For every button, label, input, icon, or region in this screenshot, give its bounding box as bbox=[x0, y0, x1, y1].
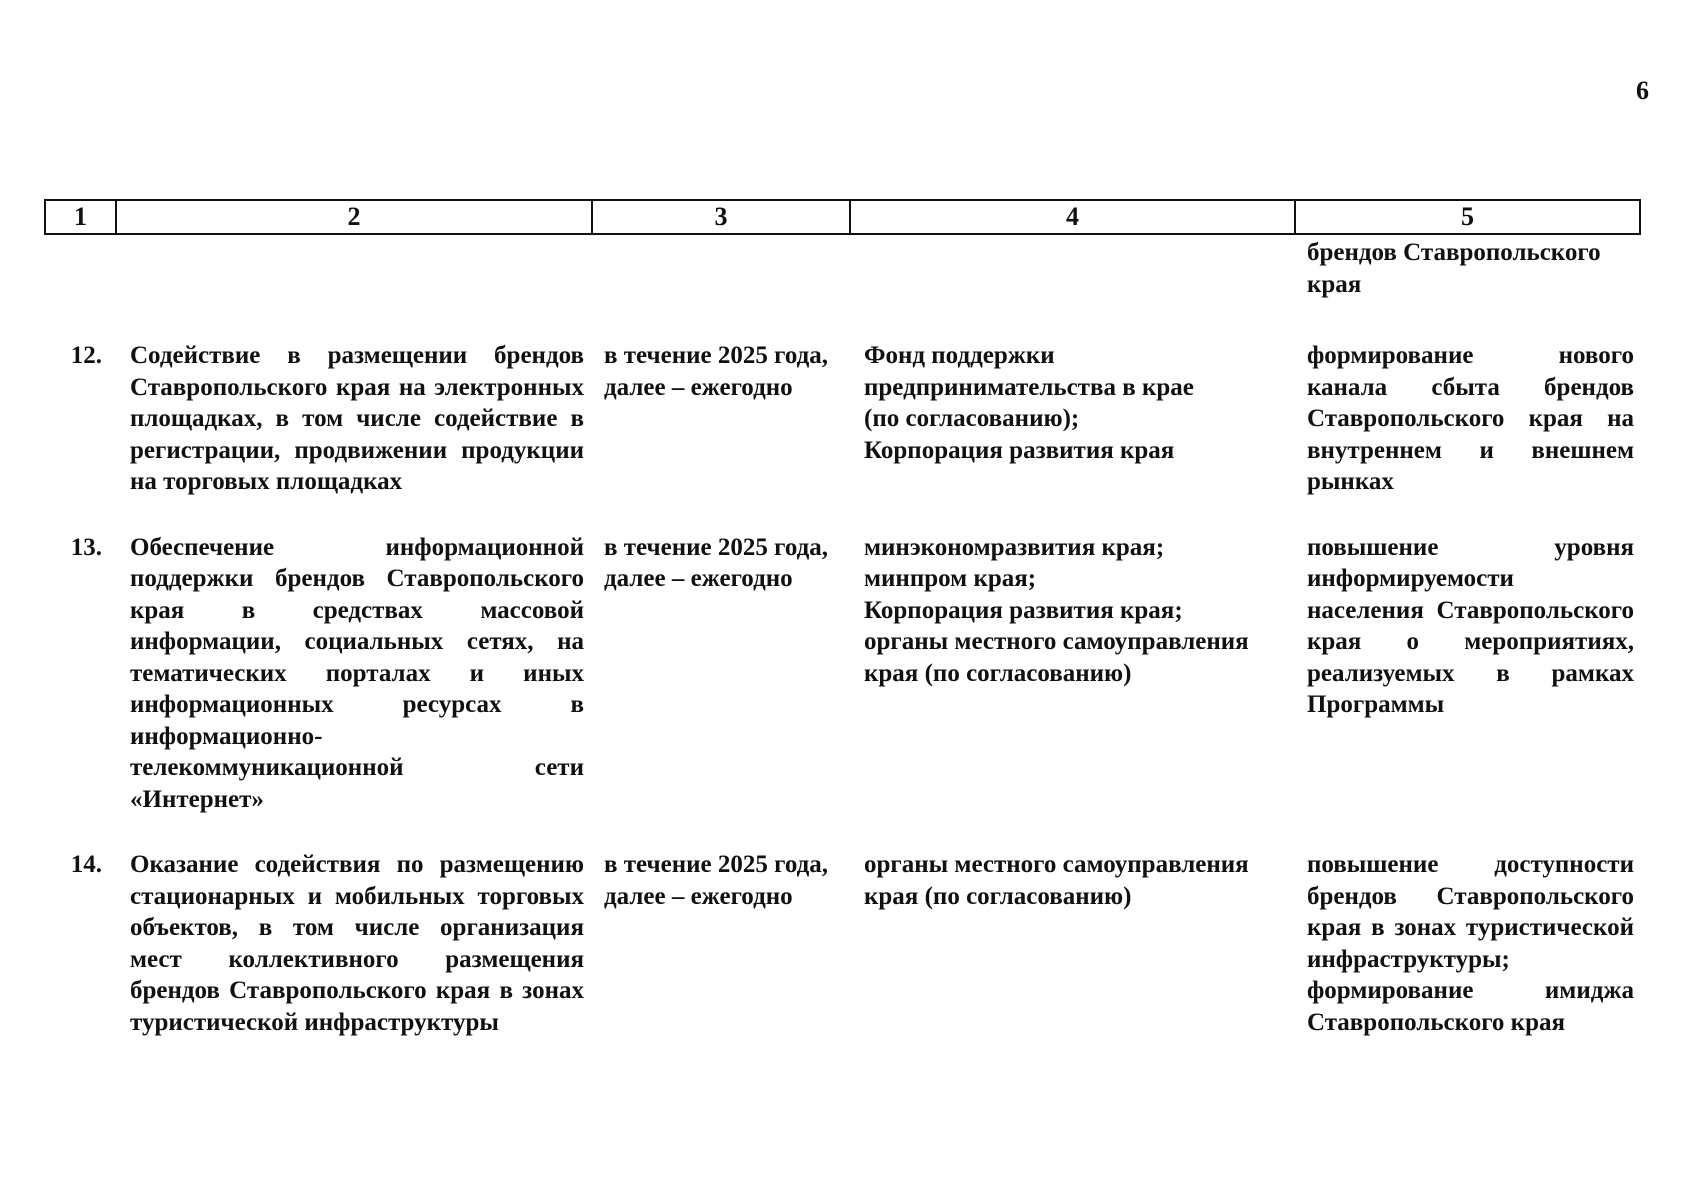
executor-line: органы местного самоуправления bbox=[864, 628, 1249, 655]
carryover-result bbox=[1295, 234, 1640, 340]
table-row bbox=[45, 340, 1640, 532]
header-col-3: 3 bbox=[592, 200, 850, 234]
carryover-empty-4 bbox=[850, 234, 1295, 340]
row-result: формирование нового канала сбыта брендов Ставропольского края на внутреннем и внешнем рынках bbox=[1307, 342, 1634, 495]
carryover-empty-1 bbox=[45, 234, 116, 340]
executor-line: Фонд поддержки bbox=[864, 342, 1055, 369]
row-term: в течение 2025 года, далее – ежегодно bbox=[604, 851, 829, 910]
row-term: в течение 2025 года, далее – ежегодно bbox=[604, 342, 829, 401]
header-col-2: 2 bbox=[116, 200, 592, 234]
executor-line: края (по согласованию) bbox=[864, 882, 1132, 910]
row-description: Обеспечение информационной поддержки брендов Ставропольского края в средствах массовой информации, социальных сетях, на тематических порталах и иных информационных ресурсах в информационно-телекоммуникационной сети «Интернет» bbox=[130, 533, 584, 813]
page-number: 6 bbox=[1636, 76, 1649, 105]
row-executors bbox=[850, 340, 1295, 532]
carryover-empty-2 bbox=[116, 234, 592, 340]
measures-table-container bbox=[44, 199, 1639, 1072]
row-number: 13. bbox=[70, 533, 102, 561]
executor-line: минпром края; bbox=[864, 565, 1037, 592]
row-executors bbox=[850, 849, 1295, 1072]
row-number: 12. bbox=[70, 342, 102, 369]
measures-table bbox=[44, 199, 1641, 1072]
executor-line: (по согласованию); bbox=[864, 405, 1080, 432]
header-col-5: 5 bbox=[1295, 200, 1640, 234]
carryover-result-line: брендов Ставропольского bbox=[1307, 239, 1601, 266]
row-description: Оказание содействия по размещению стационарных и мобильных торговых объектов, в том числе организация мест коллективного размещения брендов Ставропольского края в зонах туристической инфраструктуры bbox=[130, 851, 584, 1036]
row-description: Содействие в размещении брендов Ставропольского края на электронных площадках, в том числе содействие в регистрации, продвижении продукции на торговых площадках bbox=[130, 342, 584, 495]
executor-line: органы местного самоуправления bbox=[864, 851, 1249, 878]
carryover-empty-3 bbox=[592, 234, 850, 340]
executor-line: Корпорация развития края bbox=[864, 436, 1175, 464]
row-term: в течение 2025 года, далее – ежегодно bbox=[604, 533, 829, 592]
table-header bbox=[45, 200, 1640, 234]
carryover-row bbox=[45, 234, 1640, 340]
header-col-4: 4 bbox=[850, 200, 1295, 234]
executor-line: края (по согласованию) bbox=[864, 659, 1132, 687]
carryover-result-line: края bbox=[1307, 270, 1362, 298]
row-number: 14. bbox=[70, 851, 102, 878]
table-row bbox=[45, 532, 1640, 850]
header-row bbox=[45, 200, 1640, 234]
header-col-1: 1 bbox=[45, 200, 116, 234]
row-result: повышение доступности брендов Ставропольского края в зонах туристической инфраструктуры; формирование имиджа Ставропольского края bbox=[1307, 851, 1634, 1036]
executor-line: минэкономразвития края; bbox=[864, 533, 1165, 561]
row-executors bbox=[850, 532, 1295, 850]
row-result: повышение уровня информируемости населения Ставропольского края о мероприятиях, реализуемых в рамках Программы bbox=[1307, 533, 1634, 718]
executor-line: предпринимательства в крае bbox=[864, 373, 1194, 401]
executor-line: Корпорация развития края; bbox=[864, 596, 1183, 624]
table-body bbox=[45, 234, 1640, 1072]
table-row bbox=[45, 849, 1640, 1072]
